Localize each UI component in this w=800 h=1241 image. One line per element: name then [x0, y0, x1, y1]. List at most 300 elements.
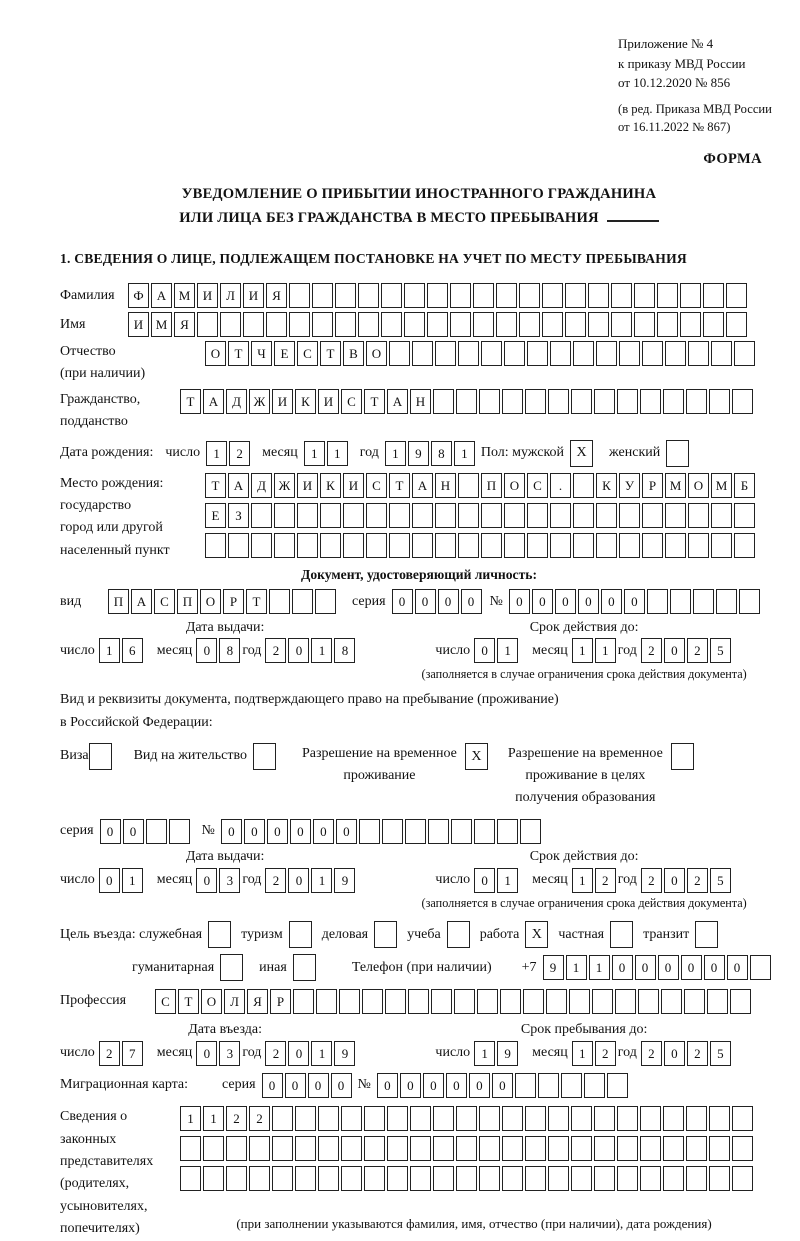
char-cell[interactable]: 2: [249, 1106, 270, 1131]
char-cell[interactable]: 2: [226, 1106, 247, 1131]
char-cell[interactable]: [520, 819, 541, 844]
char-cell[interactable]: [607, 1073, 628, 1098]
char-cell[interactable]: [548, 1136, 569, 1161]
char-cell[interactable]: [665, 533, 686, 558]
char-cell[interactable]: Т: [389, 473, 410, 498]
char-cell[interactable]: [657, 312, 678, 337]
char-cell[interactable]: [473, 312, 494, 337]
char-cell[interactable]: [427, 283, 448, 308]
char-cell[interactable]: [456, 1166, 477, 1191]
char-cell[interactable]: [381, 283, 402, 308]
char-cell[interactable]: К: [295, 389, 316, 414]
char-cell[interactable]: [519, 312, 540, 337]
char-cell[interactable]: [272, 1106, 293, 1131]
char-cell[interactable]: Н: [410, 389, 431, 414]
char-cell[interactable]: [573, 503, 594, 528]
char-cell[interactable]: И: [297, 473, 318, 498]
char-cell[interactable]: [405, 819, 426, 844]
char-cell[interactable]: [571, 1106, 592, 1131]
char-cell[interactable]: О: [688, 473, 709, 498]
char-cell[interactable]: 2: [99, 1041, 120, 1066]
char-cell[interactable]: [502, 389, 523, 414]
char-cell[interactable]: .: [550, 473, 571, 498]
char-cell[interactable]: С: [155, 989, 176, 1014]
char-cell[interactable]: Л: [220, 283, 241, 308]
char-cell[interactable]: 8: [334, 638, 355, 663]
char-cell[interactable]: 5: [710, 868, 731, 893]
char-cell[interactable]: [596, 341, 617, 366]
char-cell[interactable]: И: [272, 389, 293, 414]
char-cell[interactable]: 9: [497, 1041, 518, 1066]
checkbox-edu-permit[interactable]: [671, 743, 694, 770]
char-cell[interactable]: [295, 1136, 316, 1161]
char-cell[interactable]: [481, 533, 502, 558]
char-cell[interactable]: П: [108, 589, 129, 614]
char-cell[interactable]: 1: [572, 868, 593, 893]
char-cell[interactable]: [647, 589, 668, 614]
char-cell[interactable]: [203, 1136, 224, 1161]
char-cell[interactable]: Т: [246, 589, 267, 614]
char-cell[interactable]: [734, 503, 755, 528]
char-cell[interactable]: [663, 1136, 684, 1161]
char-cell[interactable]: 0: [704, 955, 725, 980]
char-cell[interactable]: [274, 503, 295, 528]
checkbox-purpose-work[interactable]: X: [525, 921, 548, 948]
char-cell[interactable]: И: [243, 283, 264, 308]
char-cell[interactable]: Е: [274, 341, 295, 366]
char-cell[interactable]: 0: [492, 1073, 513, 1098]
char-cell[interactable]: П: [481, 473, 502, 498]
char-cell[interactable]: 0: [446, 1073, 467, 1098]
char-cell[interactable]: [686, 1136, 707, 1161]
char-cell[interactable]: [502, 1106, 523, 1131]
char-cell[interactable]: Т: [364, 389, 385, 414]
checkbox-purpose-business[interactable]: [374, 921, 397, 948]
char-cell[interactable]: [203, 1166, 224, 1191]
char-cell[interactable]: [458, 473, 479, 498]
char-cell[interactable]: [364, 1166, 385, 1191]
char-cell[interactable]: [619, 503, 640, 528]
char-cell[interactable]: [709, 1106, 730, 1131]
char-cell[interactable]: [385, 989, 406, 1014]
char-cell[interactable]: 0: [612, 955, 633, 980]
char-cell[interactable]: А: [131, 589, 152, 614]
char-cell[interactable]: [519, 283, 540, 308]
char-cell[interactable]: 0: [288, 868, 309, 893]
char-cell[interactable]: 0: [244, 819, 265, 844]
char-cell[interactable]: [711, 533, 732, 558]
char-cell[interactable]: [433, 1166, 454, 1191]
char-cell[interactable]: 3: [219, 868, 240, 893]
char-cell[interactable]: [341, 1166, 362, 1191]
char-cell[interactable]: [730, 989, 751, 1014]
char-cell[interactable]: [410, 1136, 431, 1161]
char-cell[interactable]: [295, 1166, 316, 1191]
char-cell[interactable]: [226, 1136, 247, 1161]
char-cell[interactable]: [197, 312, 218, 337]
char-cell[interactable]: [339, 989, 360, 1014]
char-cell[interactable]: [571, 389, 592, 414]
char-cell[interactable]: [169, 819, 190, 844]
char-cell[interactable]: [431, 989, 452, 1014]
char-cell[interactable]: [548, 1166, 569, 1191]
char-cell[interactable]: 1: [203, 1106, 224, 1131]
char-cell[interactable]: [272, 1166, 293, 1191]
char-cell[interactable]: 0: [423, 1073, 444, 1098]
char-cell[interactable]: [523, 989, 544, 1014]
char-cell[interactable]: [366, 503, 387, 528]
char-cell[interactable]: 1: [474, 1041, 495, 1066]
char-cell[interactable]: [657, 283, 678, 308]
char-cell[interactable]: [542, 312, 563, 337]
char-cell[interactable]: 0: [196, 868, 217, 893]
char-cell[interactable]: 0: [664, 1041, 685, 1066]
char-cell[interactable]: [661, 989, 682, 1014]
char-cell[interactable]: [684, 989, 705, 1014]
char-cell[interactable]: [617, 1136, 638, 1161]
char-cell[interactable]: [594, 1106, 615, 1131]
char-cell[interactable]: С: [341, 389, 362, 414]
char-cell[interactable]: 1: [311, 638, 332, 663]
char-cell[interactable]: [358, 283, 379, 308]
char-cell[interactable]: 0: [555, 589, 576, 614]
char-cell[interactable]: [634, 312, 655, 337]
char-cell[interactable]: [732, 1106, 753, 1131]
char-cell[interactable]: [366, 533, 387, 558]
char-cell[interactable]: [665, 503, 686, 528]
char-cell[interactable]: 6: [122, 638, 143, 663]
char-cell[interactable]: [318, 1166, 339, 1191]
char-cell[interactable]: [726, 283, 747, 308]
char-cell[interactable]: [670, 589, 691, 614]
char-cell[interactable]: [316, 989, 337, 1014]
char-cell[interactable]: У: [619, 473, 640, 498]
char-cell[interactable]: [617, 1106, 638, 1131]
char-cell[interactable]: 1: [572, 1041, 593, 1066]
char-cell[interactable]: Р: [270, 989, 291, 1014]
char-cell[interactable]: О: [504, 473, 525, 498]
char-cell[interactable]: [688, 503, 709, 528]
char-cell[interactable]: [433, 1136, 454, 1161]
char-cell[interactable]: [479, 1166, 500, 1191]
char-cell[interactable]: 0: [267, 819, 288, 844]
char-cell[interactable]: [427, 312, 448, 337]
char-cell[interactable]: [274, 533, 295, 558]
char-cell[interactable]: [504, 533, 525, 558]
char-cell[interactable]: [716, 589, 737, 614]
char-cell[interactable]: [389, 503, 410, 528]
char-cell[interactable]: [408, 989, 429, 1014]
char-cell[interactable]: [289, 283, 310, 308]
char-cell[interactable]: [364, 1106, 385, 1131]
char-cell[interactable]: [515, 1073, 536, 1098]
checkbox-visa[interactable]: [89, 743, 112, 770]
char-cell[interactable]: [359, 819, 380, 844]
char-cell[interactable]: [404, 283, 425, 308]
char-cell[interactable]: Т: [320, 341, 341, 366]
char-cell[interactable]: И: [318, 389, 339, 414]
char-cell[interactable]: 0: [664, 868, 685, 893]
char-cell[interactable]: [550, 503, 571, 528]
char-cell[interactable]: [594, 1136, 615, 1161]
char-cell[interactable]: [496, 312, 517, 337]
char-cell[interactable]: [504, 503, 525, 528]
char-cell[interactable]: 0: [308, 1073, 329, 1098]
char-cell[interactable]: [205, 533, 226, 558]
char-cell[interactable]: 9: [408, 441, 429, 466]
char-cell[interactable]: [504, 341, 525, 366]
char-cell[interactable]: С: [297, 341, 318, 366]
char-cell[interactable]: [341, 1136, 362, 1161]
char-cell[interactable]: Н: [435, 473, 456, 498]
char-cell[interactable]: М: [151, 312, 172, 337]
char-cell[interactable]: 0: [601, 589, 622, 614]
char-cell[interactable]: [450, 312, 471, 337]
char-cell[interactable]: 1: [304, 441, 325, 466]
char-cell[interactable]: [703, 312, 724, 337]
char-cell[interactable]: [389, 341, 410, 366]
char-cell[interactable]: [481, 341, 502, 366]
char-cell[interactable]: [364, 1136, 385, 1161]
char-cell[interactable]: И: [128, 312, 149, 337]
char-cell[interactable]: [596, 533, 617, 558]
char-cell[interactable]: 0: [99, 868, 120, 893]
char-cell[interactable]: [634, 283, 655, 308]
char-cell[interactable]: [458, 341, 479, 366]
char-cell[interactable]: 0: [100, 819, 121, 844]
char-cell[interactable]: 0: [681, 955, 702, 980]
char-cell[interactable]: [642, 533, 663, 558]
char-cell[interactable]: 1: [327, 441, 348, 466]
char-cell[interactable]: Л: [224, 989, 245, 1014]
char-cell[interactable]: [561, 1073, 582, 1098]
char-cell[interactable]: Т: [178, 989, 199, 1014]
checkbox-purpose-official[interactable]: [208, 921, 231, 948]
char-cell[interactable]: [527, 503, 548, 528]
char-cell[interactable]: А: [387, 389, 408, 414]
char-cell[interactable]: [456, 1136, 477, 1161]
checkbox-purpose-other[interactable]: [293, 954, 316, 981]
char-cell[interactable]: [663, 1166, 684, 1191]
char-cell[interactable]: [709, 389, 730, 414]
char-cell[interactable]: [665, 341, 686, 366]
char-cell[interactable]: [293, 989, 314, 1014]
char-cell[interactable]: [320, 533, 341, 558]
char-cell[interactable]: [312, 283, 333, 308]
char-cell[interactable]: 1: [311, 1041, 332, 1066]
char-cell[interactable]: 0: [624, 589, 645, 614]
char-cell[interactable]: Т: [180, 389, 201, 414]
char-cell[interactable]: [473, 283, 494, 308]
char-cell[interactable]: [266, 312, 287, 337]
char-cell[interactable]: [642, 503, 663, 528]
char-cell[interactable]: [335, 312, 356, 337]
char-cell[interactable]: К: [320, 473, 341, 498]
char-cell[interactable]: [594, 389, 615, 414]
char-cell[interactable]: [180, 1136, 201, 1161]
char-cell[interactable]: 0: [196, 1041, 217, 1066]
char-cell[interactable]: [619, 533, 640, 558]
char-cell[interactable]: [410, 1106, 431, 1131]
char-cell[interactable]: 1: [497, 868, 518, 893]
char-cell[interactable]: 0: [196, 638, 217, 663]
char-cell[interactable]: 1: [566, 955, 587, 980]
char-cell[interactable]: 1: [180, 1106, 201, 1131]
char-cell[interactable]: [732, 389, 753, 414]
char-cell[interactable]: 0: [285, 1073, 306, 1098]
char-cell[interactable]: [527, 533, 548, 558]
char-cell[interactable]: 0: [288, 1041, 309, 1066]
char-cell[interactable]: Р: [642, 473, 663, 498]
char-cell[interactable]: [412, 341, 433, 366]
char-cell[interactable]: [180, 1166, 201, 1191]
char-cell[interactable]: [686, 389, 707, 414]
char-cell[interactable]: [251, 503, 272, 528]
char-cell[interactable]: [450, 283, 471, 308]
char-cell[interactable]: А: [151, 283, 172, 308]
checkbox-purpose-study[interactable]: [447, 921, 470, 948]
char-cell[interactable]: О: [205, 341, 226, 366]
char-cell[interactable]: [565, 312, 586, 337]
char-cell[interactable]: [479, 1136, 500, 1161]
char-cell[interactable]: [542, 283, 563, 308]
char-cell[interactable]: [456, 389, 477, 414]
char-cell[interactable]: [680, 283, 701, 308]
char-cell[interactable]: [739, 589, 760, 614]
char-cell[interactable]: В: [343, 341, 364, 366]
char-cell[interactable]: 0: [635, 955, 656, 980]
char-cell[interactable]: 1: [122, 868, 143, 893]
char-cell[interactable]: 3: [219, 1041, 240, 1066]
char-cell[interactable]: [410, 1166, 431, 1191]
char-cell[interactable]: М: [174, 283, 195, 308]
char-cell[interactable]: [525, 1136, 546, 1161]
char-cell[interactable]: [709, 1136, 730, 1161]
char-cell[interactable]: [619, 341, 640, 366]
char-cell[interactable]: [456, 1106, 477, 1131]
char-cell[interactable]: [584, 1073, 605, 1098]
char-cell[interactable]: Р: [223, 589, 244, 614]
char-cell[interactable]: [297, 533, 318, 558]
char-cell[interactable]: [481, 503, 502, 528]
char-cell[interactable]: [571, 1136, 592, 1161]
char-cell[interactable]: [571, 1166, 592, 1191]
char-cell[interactable]: 0: [221, 819, 242, 844]
char-cell[interactable]: [249, 1166, 270, 1191]
char-cell[interactable]: 2: [265, 1041, 286, 1066]
char-cell[interactable]: 1: [497, 638, 518, 663]
char-cell[interactable]: [640, 1136, 661, 1161]
char-cell[interactable]: К: [596, 473, 617, 498]
char-cell[interactable]: [289, 312, 310, 337]
checkbox-purpose-transit[interactable]: [695, 921, 718, 948]
char-cell[interactable]: [617, 1166, 638, 1191]
char-cell[interactable]: [404, 312, 425, 337]
char-cell[interactable]: 0: [469, 1073, 490, 1098]
char-cell[interactable]: 2: [595, 1041, 616, 1066]
char-cell[interactable]: [596, 503, 617, 528]
char-cell[interactable]: [343, 503, 364, 528]
char-cell[interactable]: З: [228, 503, 249, 528]
char-cell[interactable]: Д: [251, 473, 272, 498]
char-cell[interactable]: [711, 503, 732, 528]
char-cell[interactable]: 1: [595, 638, 616, 663]
char-cell[interactable]: [640, 1166, 661, 1191]
char-cell[interactable]: 0: [290, 819, 311, 844]
char-cell[interactable]: 0: [313, 819, 334, 844]
char-cell[interactable]: [711, 341, 732, 366]
char-cell[interactable]: 8: [431, 441, 452, 466]
char-cell[interactable]: [750, 955, 771, 980]
char-cell[interactable]: М: [711, 473, 732, 498]
char-cell[interactable]: 0: [664, 638, 685, 663]
checkbox-purpose-tourism[interactable]: [289, 921, 312, 948]
char-cell[interactable]: 0: [377, 1073, 398, 1098]
char-cell[interactable]: [381, 312, 402, 337]
char-cell[interactable]: [228, 533, 249, 558]
char-cell[interactable]: 2: [595, 868, 616, 893]
char-cell[interactable]: [527, 341, 548, 366]
char-cell[interactable]: 1: [206, 441, 227, 466]
char-cell[interactable]: Ф: [128, 283, 149, 308]
char-cell[interactable]: А: [412, 473, 433, 498]
char-cell[interactable]: [734, 533, 755, 558]
char-cell[interactable]: С: [366, 473, 387, 498]
char-cell[interactable]: [295, 1106, 316, 1131]
char-cell[interactable]: [538, 1073, 559, 1098]
char-cell[interactable]: Я: [174, 312, 195, 337]
char-cell[interactable]: [292, 589, 313, 614]
char-cell[interactable]: 7: [122, 1041, 143, 1066]
char-cell[interactable]: [734, 341, 755, 366]
char-cell[interactable]: Д: [226, 389, 247, 414]
char-cell[interactable]: 2: [641, 868, 662, 893]
char-cell[interactable]: [226, 1166, 247, 1191]
char-cell[interactable]: [220, 312, 241, 337]
char-cell[interactable]: 0: [262, 1073, 283, 1098]
char-cell[interactable]: С: [154, 589, 175, 614]
char-cell[interactable]: 2: [641, 638, 662, 663]
char-cell[interactable]: [546, 989, 567, 1014]
char-cell[interactable]: 1: [589, 955, 610, 980]
char-cell[interactable]: [428, 819, 449, 844]
char-cell[interactable]: [573, 473, 594, 498]
char-cell[interactable]: 5: [710, 1041, 731, 1066]
char-cell[interactable]: [412, 533, 433, 558]
char-cell[interactable]: [458, 503, 479, 528]
char-cell[interactable]: [433, 1106, 454, 1131]
char-cell[interactable]: 1: [311, 868, 332, 893]
char-cell[interactable]: 9: [334, 868, 355, 893]
char-cell[interactable]: [550, 533, 571, 558]
char-cell[interactable]: [707, 989, 728, 1014]
checkbox-sex-female[interactable]: [666, 440, 689, 467]
char-cell[interactable]: [389, 533, 410, 558]
char-cell[interactable]: [479, 1106, 500, 1131]
char-cell[interactable]: [412, 503, 433, 528]
char-cell[interactable]: 2: [265, 868, 286, 893]
char-cell[interactable]: 0: [400, 1073, 421, 1098]
char-cell[interactable]: [525, 389, 546, 414]
char-cell[interactable]: 0: [288, 638, 309, 663]
char-cell[interactable]: [435, 341, 456, 366]
char-cell[interactable]: О: [201, 989, 222, 1014]
char-cell[interactable]: 0: [392, 589, 413, 614]
char-cell[interactable]: [451, 819, 472, 844]
char-cell[interactable]: 2: [687, 638, 708, 663]
char-cell[interactable]: [433, 389, 454, 414]
char-cell[interactable]: [335, 283, 356, 308]
